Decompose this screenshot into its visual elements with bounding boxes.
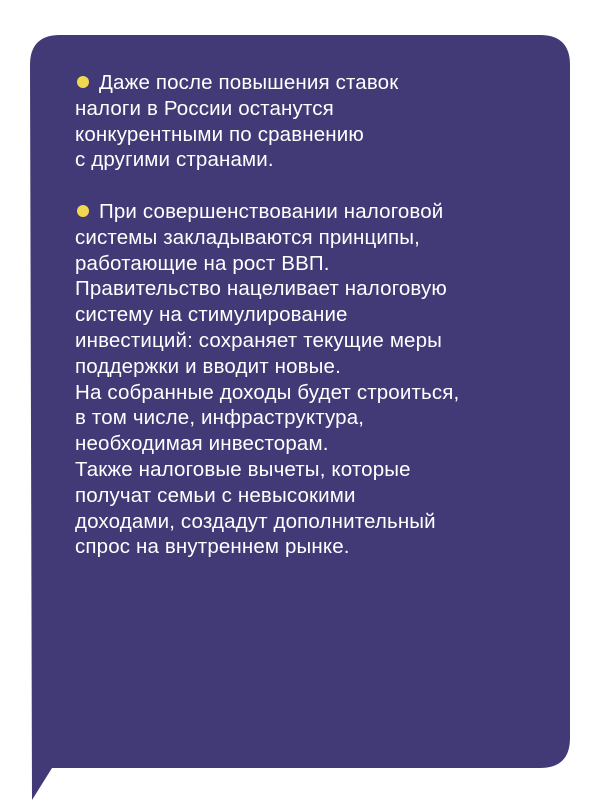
bullet-item-2 (75, 199, 545, 560)
bullet-item-1 (75, 70, 545, 173)
yellow-dot-bullet-icon (77, 205, 89, 217)
bullet-item-1-text: Даже после повышения ставок налоги в России останутся конкурентными по сравнению с другими странами. (75, 71, 399, 172)
bullet-item-2-text: При совершенствовании налоговой системы закладываются принципы, работающие на рост ВВП. Правительство нацеливает налоговую систему на стимулирование инвестиций: сохраняет текущие меры поддержки и вводит новые. На собранные доходы будет строиться, в том числе, инфраструктура, необходимая инвесторам. Также налоговые вычеты, которые получат семьи с невысокими доходами, создадут дополнительный спрос на внутреннем рынке. (75, 199, 460, 559)
yellow-dot-bullet-icon (77, 76, 89, 88)
bullet-list (75, 70, 545, 560)
